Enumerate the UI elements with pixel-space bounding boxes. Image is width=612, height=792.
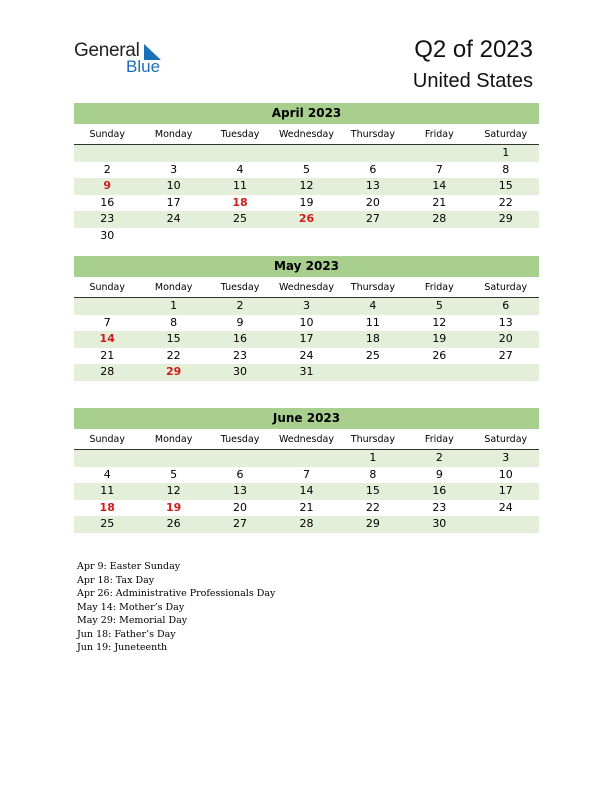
week-row	[74, 298, 539, 315]
date-cell	[140, 228, 206, 245]
weekday-header-row	[74, 126, 539, 145]
date-cell	[140, 145, 206, 162]
month-may	[74, 256, 539, 381]
date-cell: 7	[435, 162, 443, 176]
weekday-label: Tuesday	[220, 129, 260, 140]
weekday-label: Saturday	[484, 129, 528, 140]
date-cell: 21	[100, 348, 115, 362]
weekday-label: Saturday	[484, 434, 528, 445]
date-cell: 10	[299, 315, 314, 329]
date-cell: 16	[432, 484, 447, 498]
weekday-header-row	[74, 279, 539, 298]
month-april	[74, 103, 539, 245]
date-cell: 1	[502, 146, 510, 159]
date-cell: 3	[302, 299, 310, 312]
date-cell: 8	[170, 315, 178, 329]
date-cell: 24	[498, 500, 513, 514]
date-cell: 14	[432, 179, 447, 193]
holiday-date-cell: 18	[232, 195, 248, 209]
page-subtitle: United States	[412, 70, 533, 92]
weekday-label: Sunday	[89, 129, 125, 140]
weekday-label: Thursday	[350, 434, 395, 445]
date-cell: 25	[365, 348, 380, 362]
date-cell	[140, 450, 206, 467]
date-cell: 19	[432, 332, 447, 346]
date-cell: 25	[233, 212, 248, 226]
week-row	[74, 195, 539, 212]
date-cell: 5	[435, 299, 443, 312]
date-cell: 25	[100, 517, 115, 531]
holiday-date-cell: 9	[103, 179, 112, 193]
date-cell: 30	[100, 228, 115, 242]
holiday-date-cell: 18	[99, 500, 115, 514]
date-cell: 6	[369, 162, 377, 176]
week-row	[74, 467, 539, 484]
holiday-date-cell: 29	[165, 365, 182, 379]
week-row	[74, 211, 539, 228]
date-cell: 20	[498, 332, 513, 346]
date-cell: 2	[435, 451, 443, 464]
logo	[74, 40, 174, 80]
date-cell: 5	[302, 162, 310, 176]
date-cell: 28	[299, 517, 314, 531]
date-cell: 11	[365, 315, 380, 329]
date-cell: 30	[432, 517, 447, 531]
weekday-label: Friday	[424, 282, 454, 293]
weekday-label: Thursday	[350, 129, 395, 140]
holiday-date-cell: 19	[165, 500, 182, 514]
date-cell: 29	[365, 517, 380, 531]
date-cell: 10	[166, 179, 181, 193]
month-title: June 2023	[74, 408, 539, 429]
date-cell: 27	[233, 517, 248, 531]
weekday-label: Monday	[154, 129, 193, 140]
date-cell	[207, 450, 273, 467]
month-june	[74, 408, 539, 533]
date-cell: 24	[299, 348, 314, 362]
date-cell: 6	[236, 467, 244, 481]
date-cell: 21	[299, 500, 314, 514]
date-cell: 9	[435, 467, 443, 481]
week-row	[74, 178, 539, 195]
date-cell: 8	[502, 162, 510, 176]
date-cell: 27	[365, 212, 380, 226]
date-cell: 17	[166, 195, 181, 209]
page-title: Q2 of 2023	[414, 36, 533, 63]
holiday-item: May 29: Memorial Day	[77, 615, 188, 626]
date-cell: 18	[365, 332, 380, 346]
week-row	[74, 228, 539, 245]
weekday-label: Wednesday	[278, 129, 334, 140]
date-cell: 4	[103, 467, 111, 481]
date-cell: 28	[100, 365, 115, 379]
weekday-label: Tuesday	[220, 282, 260, 293]
week-row	[74, 516, 539, 533]
date-cell: 11	[233, 179, 248, 193]
logo-word-general: General	[74, 40, 140, 61]
date-cell: 13	[365, 179, 380, 193]
weekday-label: Sunday	[89, 434, 125, 445]
holiday-item: Apr 18: Tax Day	[77, 574, 155, 586]
date-cell: 7	[302, 467, 310, 481]
date-cell: 15	[498, 179, 513, 193]
date-cell: 23	[100, 212, 115, 226]
week-row	[74, 162, 539, 179]
date-cell	[340, 364, 406, 381]
date-cell	[473, 364, 539, 381]
date-cell: 22	[498, 195, 513, 209]
weekday-label: Friday	[424, 129, 454, 140]
date-cell: 24	[166, 212, 181, 226]
date-cell: 10	[498, 467, 513, 481]
holiday-item: Jun 19: Juneteenth	[77, 642, 168, 653]
holiday-date-cell: 14	[99, 332, 115, 346]
date-cell: 12	[432, 315, 447, 329]
date-cell: 13	[498, 315, 513, 329]
date-cell	[473, 228, 539, 245]
logo-word-blue: Blue	[126, 57, 161, 76]
date-cell: 13	[233, 484, 248, 498]
date-cell	[74, 145, 140, 162]
weekday-label: Saturday	[484, 282, 528, 293]
date-cell: 20	[365, 195, 380, 209]
date-cell	[473, 516, 539, 533]
weekday-label: Wednesday	[278, 282, 334, 293]
date-cell: 26	[432, 348, 447, 362]
date-cell: 4	[236, 162, 244, 176]
weekday-label: Monday	[154, 282, 193, 293]
date-cell: 11	[100, 484, 115, 498]
date-cell	[340, 145, 406, 162]
date-cell: 26	[166, 517, 181, 531]
date-cell: 15	[166, 332, 181, 346]
date-cell: 30	[233, 365, 248, 379]
date-cell: 29	[498, 212, 513, 226]
date-cell: 12	[166, 484, 181, 498]
date-cell	[74, 298, 140, 315]
date-cell: 4	[369, 299, 377, 312]
weekday-label: Sunday	[89, 282, 125, 293]
date-cell: 23	[233, 348, 248, 362]
date-cell: 16	[233, 332, 248, 346]
month-title: April 2023	[74, 103, 539, 124]
date-cell: 3	[502, 451, 510, 464]
holiday-list	[77, 560, 275, 655]
date-cell: 22	[166, 348, 181, 362]
holiday-item: May 14: Mother’s Day	[77, 601, 185, 613]
weekday-label: Wednesday	[278, 434, 334, 445]
date-cell: 22	[365, 500, 380, 514]
date-cell: 12	[299, 179, 314, 193]
date-cell	[406, 145, 472, 162]
weekday-label: Tuesday	[220, 434, 260, 445]
week-row	[74, 348, 539, 365]
date-cell	[406, 364, 472, 381]
date-cell: 3	[170, 162, 178, 176]
date-cell	[207, 228, 273, 245]
date-cell	[406, 228, 472, 245]
date-cell	[207, 145, 273, 162]
week-row	[74, 500, 539, 517]
date-cell: 8	[369, 467, 377, 481]
date-cell: 1	[170, 299, 178, 312]
date-cell: 5	[170, 467, 178, 481]
date-cell	[273, 145, 339, 162]
date-cell	[273, 228, 339, 245]
weekday-label: Monday	[154, 434, 193, 445]
holiday-item: Apr 9: Easter Sunday	[77, 561, 181, 572]
holiday-item: Apr 26: Administrative Professionals Day	[77, 588, 276, 599]
date-cell: 7	[103, 315, 111, 329]
date-cell: 28	[432, 212, 447, 226]
week-row	[74, 450, 539, 467]
holiday-item: Jun 18: Father’s Day	[77, 628, 176, 640]
date-cell: 15	[365, 484, 380, 498]
date-cell	[340, 228, 406, 245]
month-title: May 2023	[74, 256, 539, 277]
date-cell: 14	[299, 484, 314, 498]
week-row	[74, 483, 539, 500]
date-cell	[74, 450, 140, 467]
week-row	[74, 331, 539, 348]
week-row	[74, 145, 539, 162]
date-cell: 2	[103, 162, 111, 176]
date-cell: 1	[369, 451, 377, 464]
date-cell: 20	[233, 500, 248, 514]
date-cell: 9	[236, 315, 244, 329]
date-cell	[273, 450, 339, 467]
weekday-label: Thursday	[350, 282, 395, 293]
weekday-label: Friday	[424, 434, 454, 445]
holiday-date-cell: 26	[298, 212, 315, 226]
week-row	[74, 364, 539, 381]
weekday-header-row	[74, 431, 539, 450]
date-cell: 6	[502, 299, 510, 312]
date-cell: 27	[498, 348, 513, 362]
week-row	[74, 315, 539, 332]
date-cell: 17	[498, 484, 513, 498]
date-cell: 17	[299, 332, 314, 346]
date-cell: 19	[299, 195, 314, 209]
date-cell: 31	[299, 365, 314, 379]
date-cell: 21	[432, 195, 447, 209]
date-cell: 23	[432, 500, 447, 514]
date-cell: 16	[100, 195, 115, 209]
date-cell: 2	[236, 299, 244, 312]
